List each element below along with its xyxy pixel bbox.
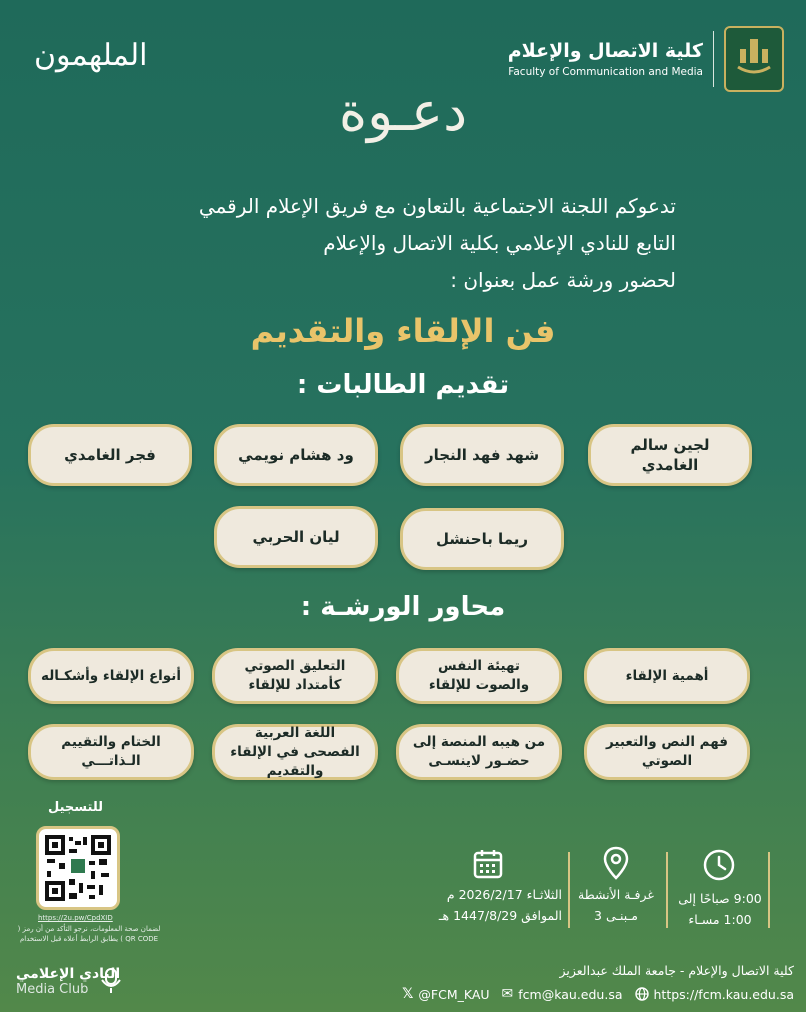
divider xyxy=(768,852,770,928)
qr-verification-note: لضمان صحة المعلومات، نرجو التأكد من أن رمز ( QR CODE ) يطابق الرابط أعلاه قبل الاستخدام xyxy=(17,925,161,943)
club-logo: الملهمون xyxy=(34,38,148,73)
time-end: 1:00 مسـاء xyxy=(688,912,752,927)
workshop-title: فن الإلقاء والتقديم xyxy=(250,312,556,350)
place-room: غرفـة الأنشطة xyxy=(578,887,654,902)
x-handle: @FCM_KAU xyxy=(418,986,490,1002)
time-start: 9:00 صباحًا إلى xyxy=(678,891,762,906)
topic-pill: من هيبه المنصة إلى حضـور لاينسـى xyxy=(396,724,562,780)
invite-intro xyxy=(116,188,676,299)
university-name: كلية الاتصال والإعلام - جامعة الملك عبدالعزيز xyxy=(559,963,794,978)
topic-pill: التعليق الصوتي كأمتداد للإلقاء xyxy=(212,648,378,704)
clock-icon xyxy=(702,848,736,882)
contact-bar xyxy=(402,986,794,1002)
qr-code-icon xyxy=(45,835,111,901)
email-icon: ✉ xyxy=(501,986,514,1002)
place-info xyxy=(566,884,666,926)
date-info xyxy=(384,884,562,926)
divider xyxy=(568,852,570,928)
topic-pill: اللغة العربية الفصحى في الإلقاء والتقديم xyxy=(212,724,378,780)
presenter-pill: ود هشام نويمي xyxy=(214,424,378,486)
divider xyxy=(713,31,714,87)
media-club-name-en: Media Club xyxy=(16,982,89,997)
registration-qr-code[interactable] xyxy=(36,826,120,910)
registration-link[interactable]: https://2u.pw/CpdXID xyxy=(38,914,113,922)
time-info xyxy=(668,888,772,930)
website-contact[interactable] xyxy=(635,987,795,1002)
intro-line: التابع للنادي الإعلامي بكلية الاتصال والإعلام xyxy=(323,231,676,255)
x-contact[interactable] xyxy=(402,986,489,1002)
date-gregorian: الثلاثـاء 2026/2/17 م xyxy=(446,887,562,902)
calendar-icon xyxy=(472,848,504,880)
topic-pill: أنواع الإلقاء وأشكـاله xyxy=(28,648,194,704)
faculty-name-ar: كلية الاتصال والإعلام xyxy=(507,40,703,62)
x-logo-icon: 𝕏 xyxy=(402,986,414,1002)
topic-pill: تهيئة النفس والصوت للإلقاء xyxy=(396,648,562,704)
intro-line: تدعوكم اللجنة الاجتماعية بالتعاون مع فريق الإعلام الرقمي xyxy=(198,194,676,218)
date-hijri: الموافق 1447/8/29 هـ xyxy=(438,908,562,923)
website-url: https://fcm.kau.edu.sa xyxy=(653,986,794,1002)
registration-label: للتسجيل xyxy=(48,800,104,815)
globe-icon xyxy=(635,987,649,1001)
media-club-name-ar: النادي الإعلامي xyxy=(16,966,121,982)
presenters-heading: تقديم الطالبات : xyxy=(296,370,510,400)
topic-pill: أهمية الإلقاء xyxy=(584,648,750,704)
faculty-name-en: Faculty of Communication and Media xyxy=(508,66,703,78)
presenter-pill: لجين سالم الغامدي xyxy=(588,424,752,486)
presenter-pill: ريما باحنشل xyxy=(400,508,564,570)
divider xyxy=(666,852,668,928)
place-building: مـبنـى 3 xyxy=(594,908,638,923)
topic-pill: الختام والتقييم الـذاتـــي xyxy=(28,724,194,780)
invite-title: دعـوة xyxy=(338,80,468,143)
presenter-pill: ليان الحربي xyxy=(214,506,378,568)
media-club-logo xyxy=(16,966,120,997)
topics-heading: محاور الورشـة : xyxy=(300,592,506,622)
topic-pill: فهم النص والتعبير الصوتي xyxy=(584,724,750,780)
presenter-pill: فجر الغامدي xyxy=(28,424,192,486)
intro-line: لحضور ورشة عمل بعنوان : xyxy=(450,268,676,292)
presenter-pill: شهد فهد النجار xyxy=(400,424,564,486)
faculty-name xyxy=(508,40,703,78)
location-pin-icon xyxy=(602,846,630,882)
microphone-icon xyxy=(100,968,122,994)
email-address: fcm@kau.edu.sa xyxy=(518,986,623,1002)
email-contact[interactable] xyxy=(502,986,623,1002)
